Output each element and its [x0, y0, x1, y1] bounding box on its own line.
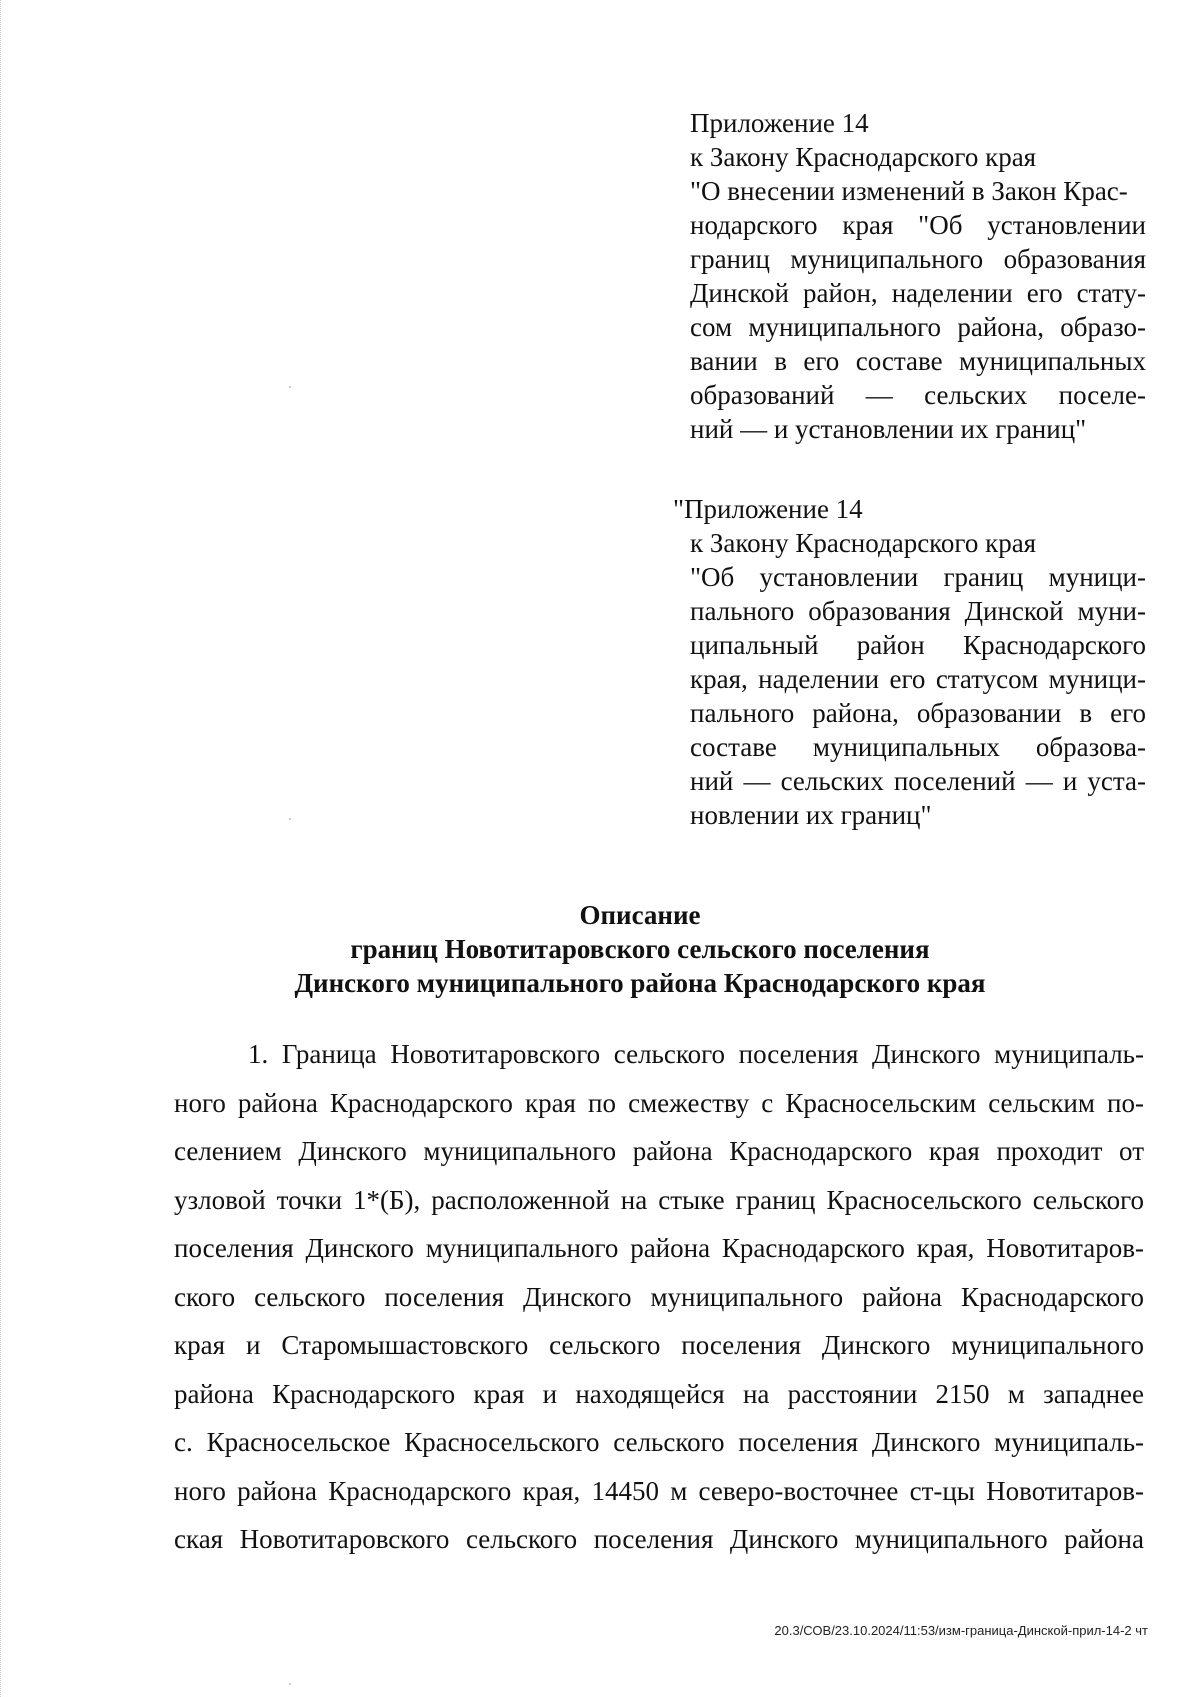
title-line-2: границ Новотитаровского сельского поселения [350, 934, 930, 964]
title-line-3: Динского муниципального района Краснодарского края [294, 968, 986, 998]
body-line: с. Красносельское Красносельского сельского поселения Динского муниципаль- [174, 1427, 1144, 1457]
appendix-line: "Об установлении границ муници- [690, 562, 1146, 592]
body-line: ного района Краснодарского края, 14450 м северо-восточнее ст-цы Новотитаров- [174, 1475, 1144, 1506]
title-line-1: Описание [579, 900, 701, 930]
appendix-line: новлении их границ" [690, 800, 932, 830]
appendix-line: пального образования Динской муни- [690, 596, 1146, 626]
body-line: 1. Граница Новотитаровского сельского поселения Динского муниципаль- [248, 1039, 1144, 1069]
scan-edge [0, 0, 4, 1697]
appendix-line: образований — сельских поселе- [690, 380, 1146, 410]
body-paragraph [174, 1030, 1144, 1564]
document-code: 20.3/СОВ/23.10.2024/11:53/изм-граница-Динской-прил-14-2 чт [774, 1623, 1148, 1638]
appendix-line: ципальный район Краснодарского [690, 630, 1146, 660]
appendix-line: сом муниципального района, образо- [690, 312, 1146, 342]
appendix-line: Приложение 14 [690, 108, 869, 138]
appendix-line: вании в его составе муниципальных [690, 346, 1146, 376]
body-line: ного района Краснодарского края по смежеству с Красносельским сельским по- [174, 1087, 1144, 1118]
appendix-header-original [673, 492, 1146, 832]
appendix-line: нодарского края "Об установлении [690, 210, 1146, 240]
body-line: поселения Динского муниципального района Краснодарского края, Новотитаров- [174, 1233, 1144, 1263]
scan-speck [289, 386, 291, 388]
body-line: ская Новотитаровского сельского поселения Динского муниципального района [174, 1524, 1144, 1554]
body-line: узловой точки 1*(Б), расположенной на стыке границ Красносельского сельского [174, 1184, 1144, 1215]
appendix-line: ний — сельских поселений — и уста- [690, 766, 1146, 796]
appendix-line: ний — и установлении их границ" [690, 414, 1087, 444]
document-title [140, 898, 1140, 1000]
body-line: района Краснодарского края и находящейся на расстоянии 2150 м западнее [174, 1378, 1144, 1409]
scan-speck [289, 1683, 291, 1685]
appendix-line: составе муниципальных образова- [690, 732, 1146, 762]
body-line: ского сельского поселения Динского муниципального района Краснодарского [174, 1281, 1144, 1312]
appendix-line: к Закону Краснодарского края [690, 528, 1037, 558]
appendix-line: края, наделении его статусом муници- [690, 664, 1146, 694]
body-line: края и Старомышастовского сельского поселения Динского муниципального [174, 1330, 1144, 1360]
appendix-line: "О внесении изменений в Закон Крас- [690, 176, 1128, 206]
scan-speck [289, 818, 291, 820]
body-line: селением Динского муниципального района Краснодарского края проходит от [174, 1136, 1144, 1166]
appendix-line: пального района, образовании в его [690, 698, 1146, 728]
appendix-header-amendment [690, 106, 1146, 446]
appendix-line: границ муниципального образования [690, 244, 1146, 274]
appendix-line: "Приложение 14 [673, 494, 863, 524]
appendix-line: Динской район, наделении его стату- [690, 278, 1146, 308]
appendix-line: к Закону Краснодарского края [690, 142, 1037, 172]
